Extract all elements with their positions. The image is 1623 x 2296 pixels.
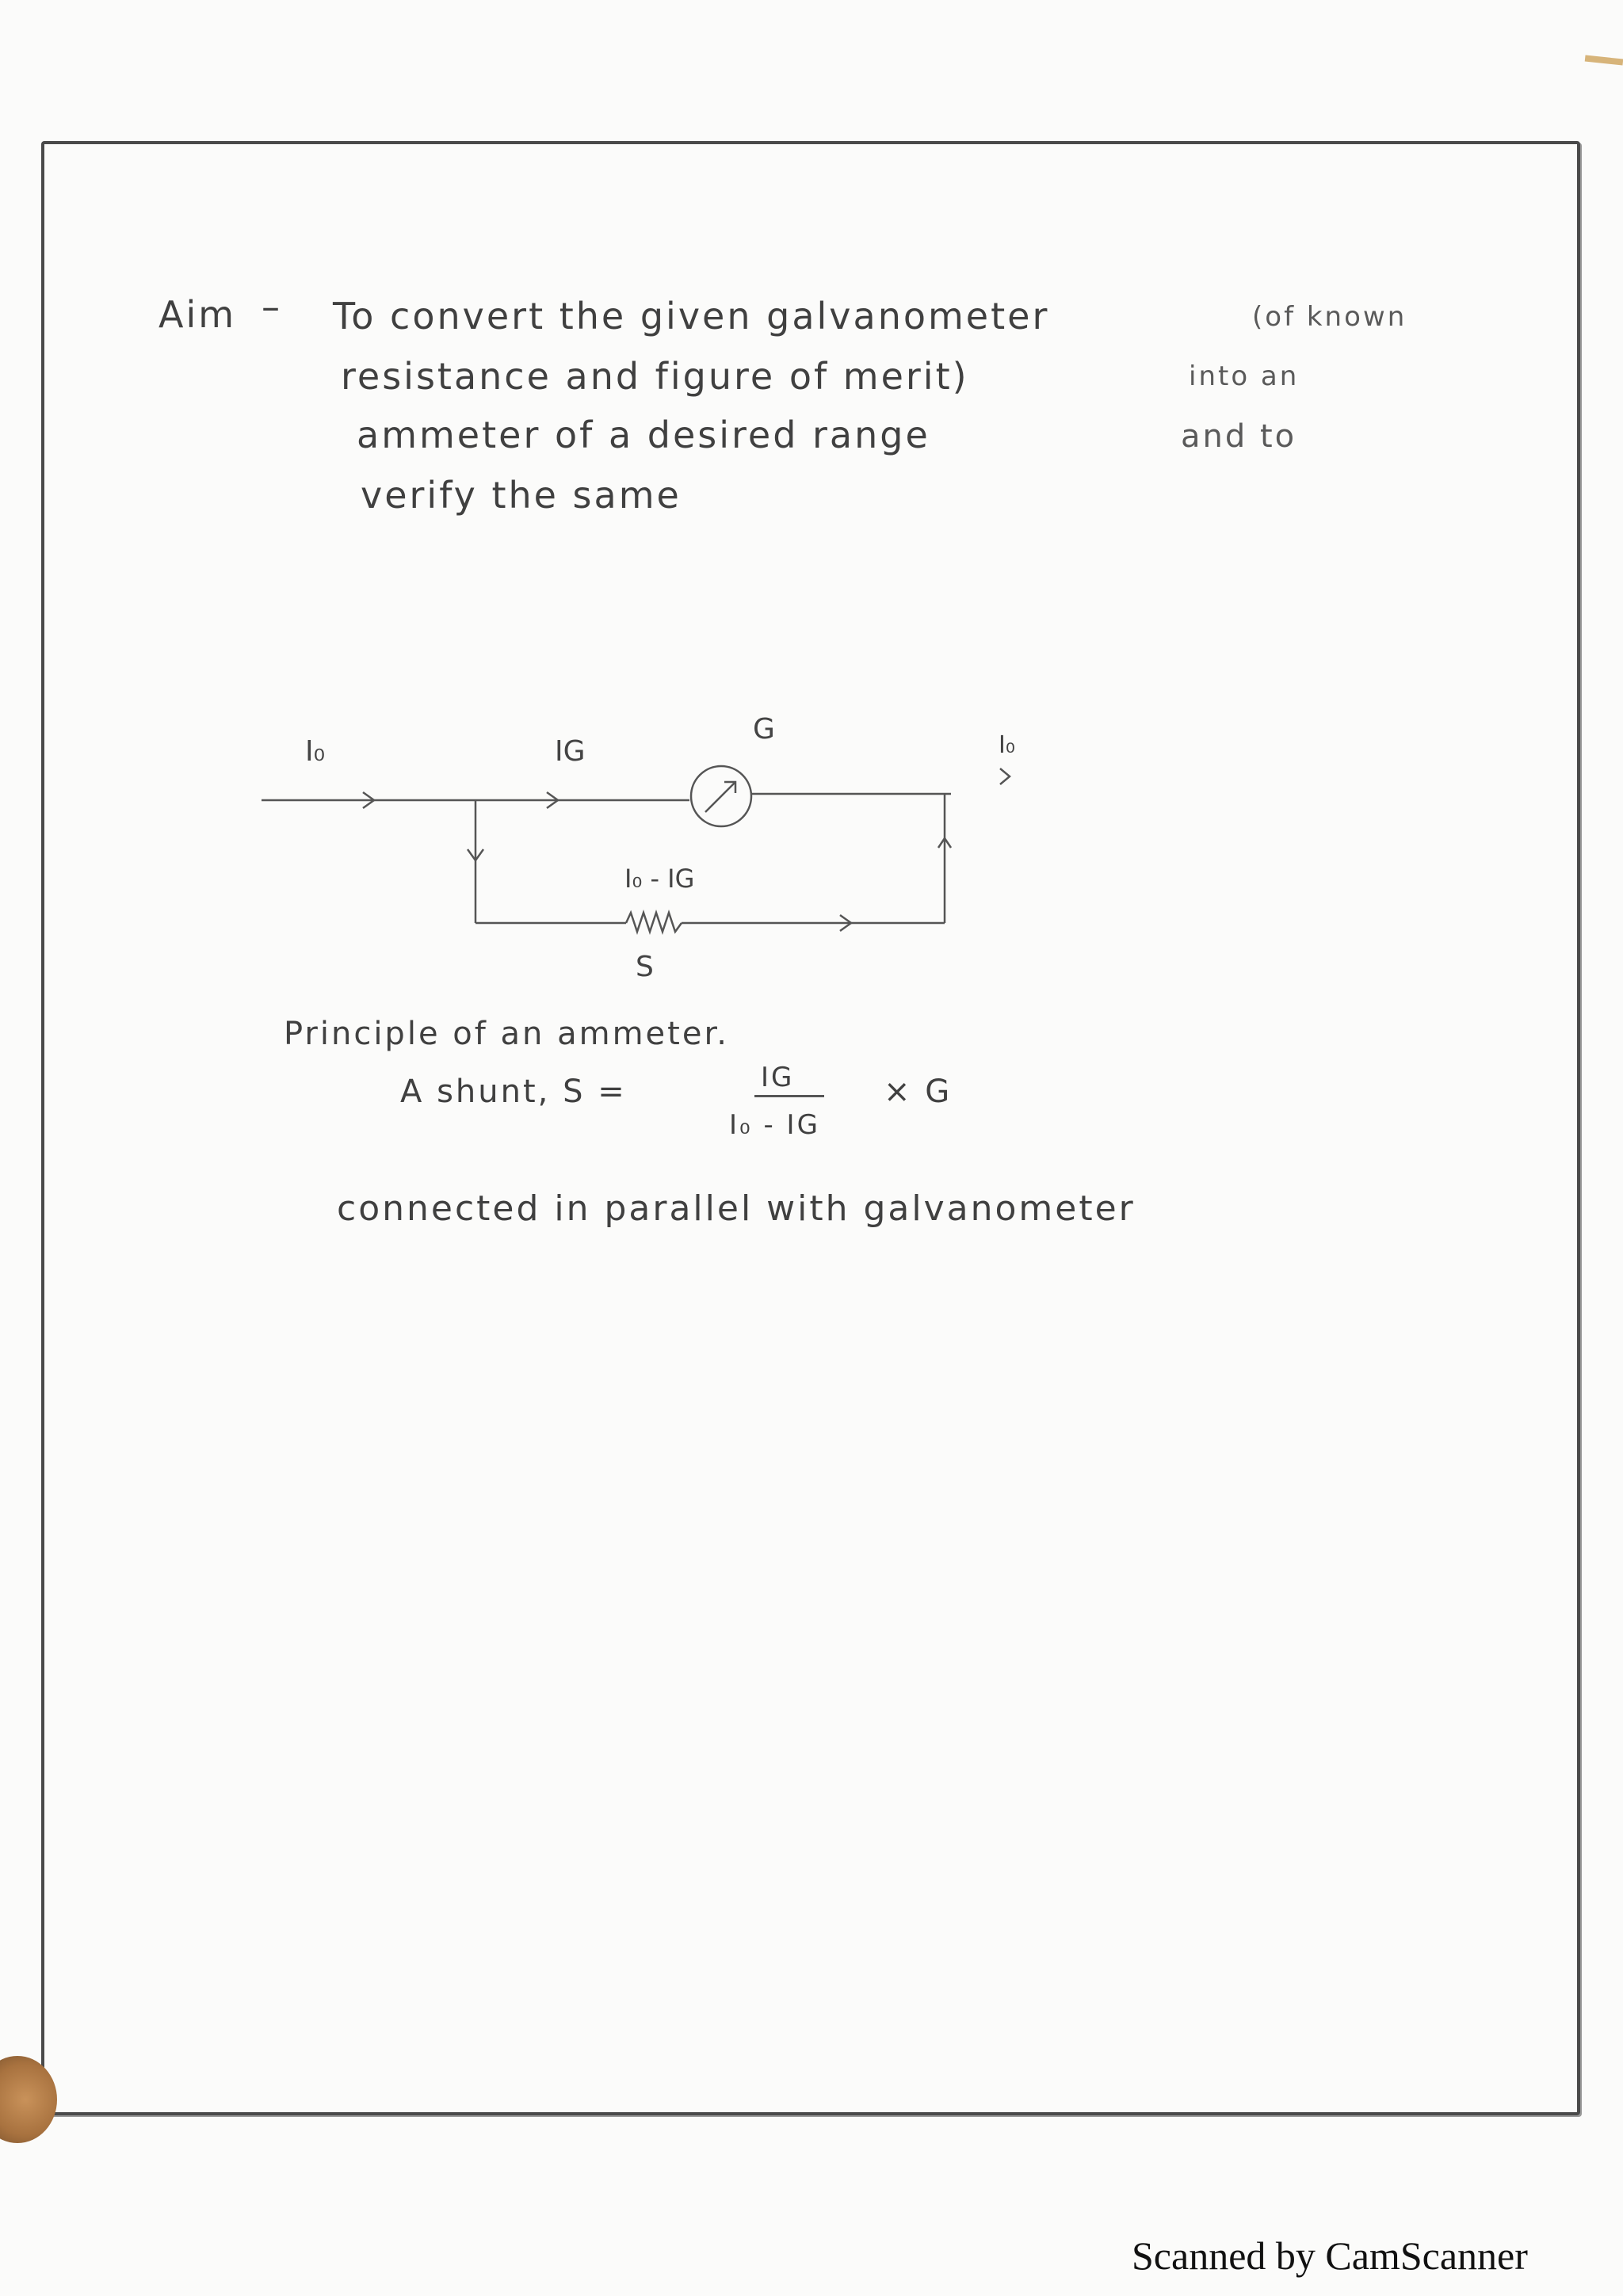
aim-text-line-4: verify the same (361, 474, 682, 517)
label-i0-right: I₀ (999, 731, 1015, 759)
aim-text-line-3-tail: and to (1181, 418, 1297, 455)
label-g: G (753, 713, 775, 746)
aim-dash: – (262, 285, 282, 328)
aim-text-line-1-tail: (of known (1252, 301, 1407, 333)
label-branch-current: I₀ - IG (624, 864, 695, 894)
aim-label: Aim (158, 293, 237, 336)
label-i0-left: I₀ (305, 735, 326, 768)
pen-mark (1585, 55, 1623, 66)
shunt-formula-lhs: A shunt, S = (400, 1074, 627, 1110)
aim-text-line-2-tail: into an (1189, 360, 1300, 392)
aim-text-line-3: ammeter of a desired range (357, 414, 930, 456)
connected-note: connected in parallel with galvanometer (337, 1188, 1136, 1229)
principle-heading: Principle of an ammeter. (284, 1016, 729, 1052)
formula-numerator: IG (761, 1062, 795, 1093)
label-ig: IG (555, 735, 586, 768)
label-shunt-s: S (636, 951, 654, 982)
shunt-resistor (626, 913, 682, 932)
fraction-bar (754, 1095, 824, 1097)
formula-times-g: × G (884, 1074, 953, 1110)
ammeter-circuit-diagram (238, 697, 1062, 982)
arrow-output (1000, 769, 1010, 784)
formula-denominator: I₀ - IG (729, 1109, 820, 1141)
scanner-watermark: Scanned by CamScanner (1132, 2233, 1528, 2278)
galvanometer-needle (705, 782, 735, 812)
aim-text-line-1: To convert the given galvanometer (333, 295, 1050, 338)
aim-text-line-2: resistance and figure of merit) (341, 355, 969, 398)
